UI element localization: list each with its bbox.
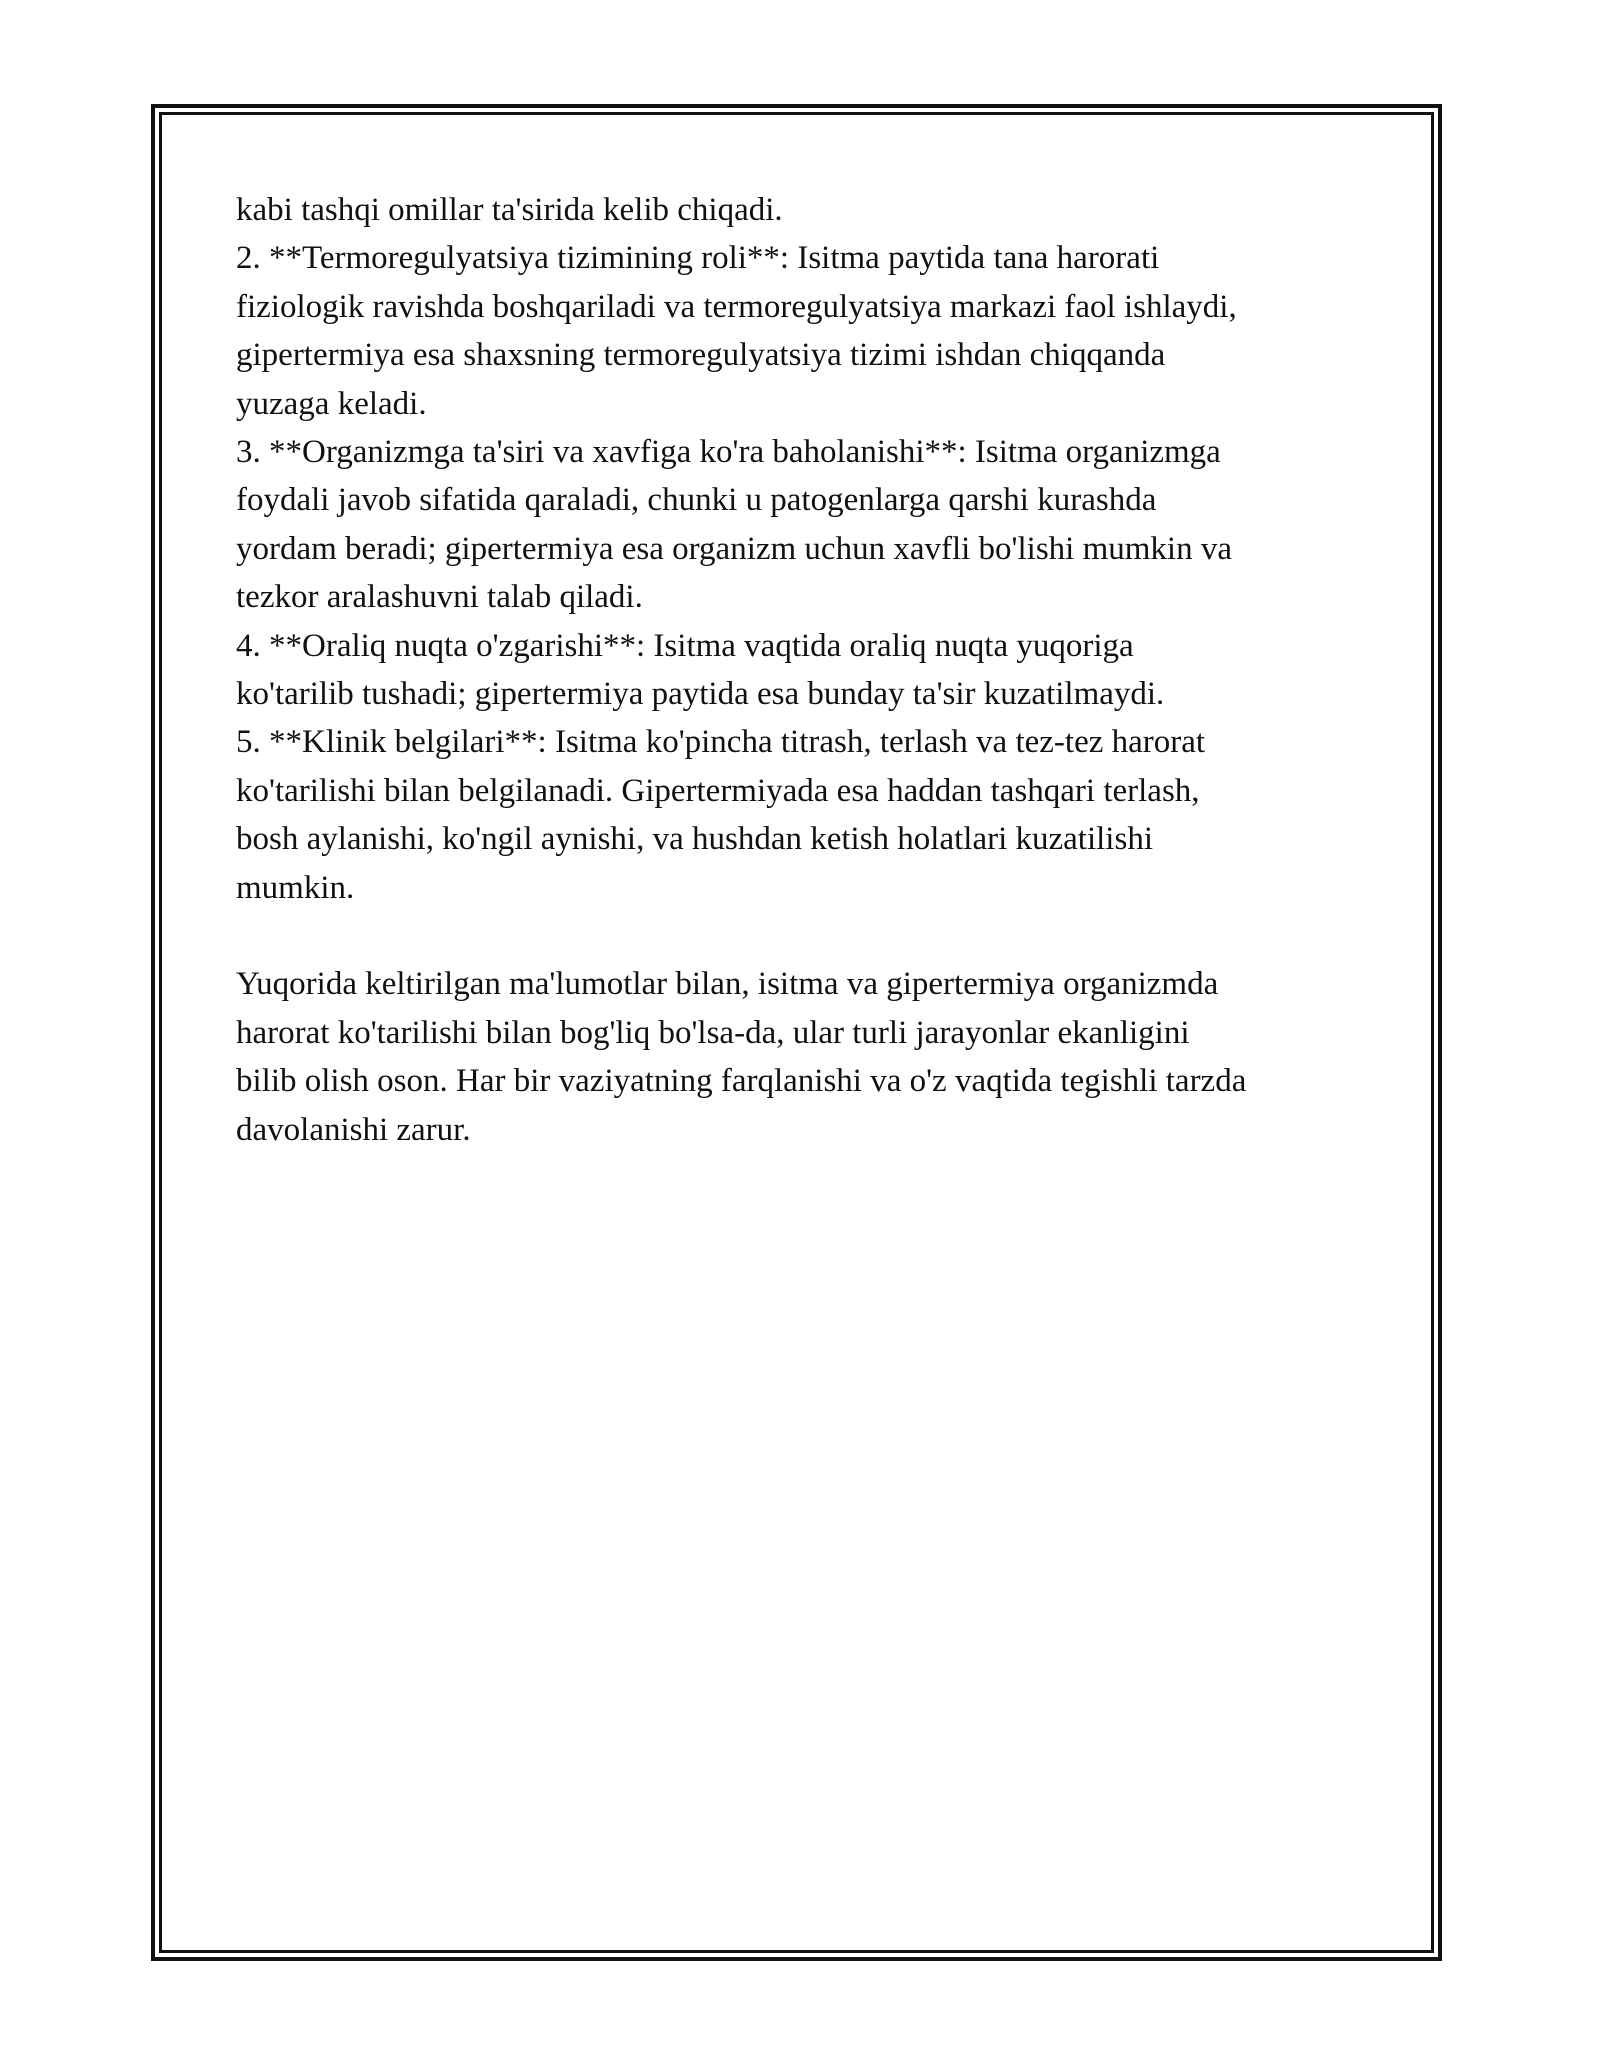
conclusion-line: bilib olish oson. Har bir vaziyatning farqlanishi va o'z vaqtida tegishli tarzda <box>236 1063 1247 1100</box>
text-line: 2. **Termoregulyatsiya tizimining roli**: Isitma paytida tana harorati <box>236 240 1160 277</box>
text-line: mumkin. <box>236 869 355 906</box>
text-line: tezkor aralashuvni talab qiladi. <box>236 579 643 616</box>
conclusion-line: davolanishi zarur. <box>236 1111 471 1148</box>
text-line: ko'tarilishi bilan belgilanadi. Gipertermiyada esa haddan tashqari terlash, <box>236 772 1200 809</box>
text-line: yordam beradi; gipertermiya esa organizm uchun xavfli bo'lishi mumkin va <box>236 530 1232 567</box>
paragraph-gap <box>236 912 1376 960</box>
text-line: 5. **Klinik belgilari**: Isitma ko'pincha titrash, terlash va tez-tez harorat <box>236 724 1206 761</box>
text-line: kabi tashqi omillar ta'sirida kelib chiqadi. <box>236 192 783 228</box>
text-line: gipertermiya esa shaxsning termoregulyatsiya tizimi ishdan chiqqanda <box>236 337 1166 374</box>
text-line: ko'tarilib tushadi; gipertermiya paytida esa bunday ta'sir kuzatilmaydi. <box>236 676 1165 713</box>
text-line: 3. **Organizmga ta'siri va xavfiga ko'ra baholanishi**: Isitma organizmga <box>236 434 1221 471</box>
conclusion-line: Yuqorida keltirilgan ma'lumotlar bilan, isitma va gipertermiya organizmda <box>236 966 1219 1003</box>
text-line: bosh aylanishi, ko'ngil aynishi, va hushdan ketish holatlari kuzatilishi <box>236 821 1153 858</box>
text-line: foydali javob sifatida qaraladi, chunki u patogenlarga qarshi kurashda <box>236 482 1157 519</box>
document-body <box>236 186 1376 1154</box>
text-line: fiziologik ravishda boshqariladi va termoregulyatsiya markazi faol ishlaydi, <box>236 288 1237 325</box>
text-line: 4. **Oraliq nuqta o'zgarishi**: Isitma vaqtida oraliq nuqta yuqoriga <box>236 627 1134 664</box>
text-line: yuzaga keladi. <box>236 385 427 422</box>
conclusion-line: harorat ko'tarilishi bilan bog'liq bo'lsa-da, ular turli jarayonlar ekanligini <box>236 1014 1190 1051</box>
